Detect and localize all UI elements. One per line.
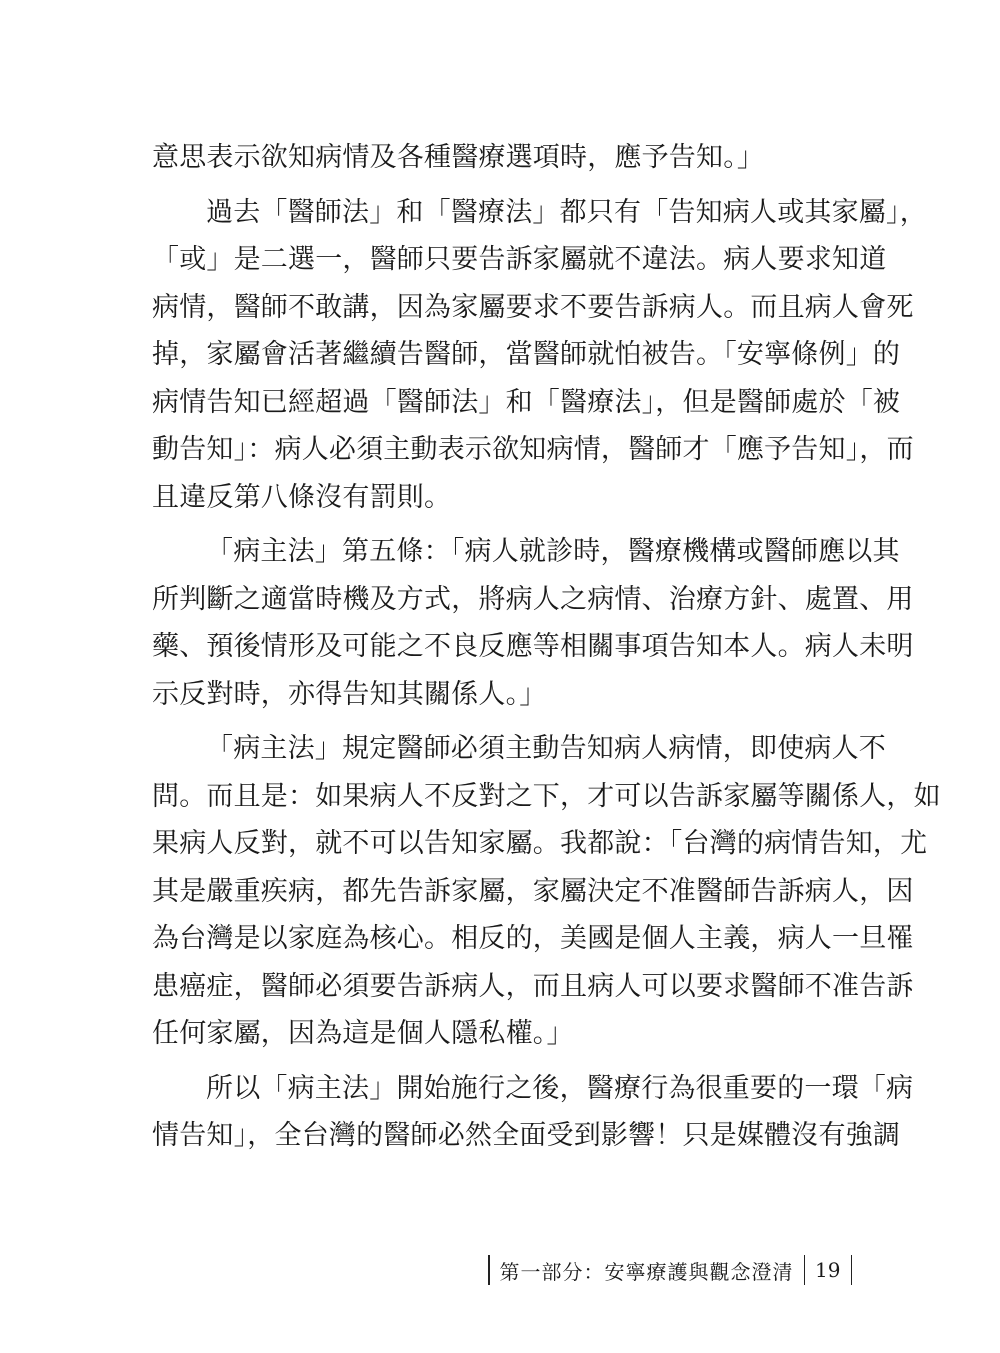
text-line: 且違反第八條沒有罰則。 — [152, 481, 452, 513]
text-line: 病情告知已經超過「醫師法」和「醫療法」，但是醫師處於「被 — [152, 386, 901, 418]
text-line: 其是嚴重疾病，都先告訴家屬，家屬決定不准醫師告訴病人，因 — [152, 875, 914, 907]
text-line: 動告知」：病人必須主動表示欲知病情，醫師才「應予告知」，而 — [152, 434, 914, 465]
body-text — [152, 134, 941, 1160]
text-line: 掉，家屬會活著繼續告醫師，當醫師就怕被告。「安寧條例」的 — [152, 339, 901, 370]
text-line: 情告知」，全台灣的醫師必然全面受到影響！只是媒體沒有強調 — [152, 1120, 901, 1151]
text-line: 問。而且是：如果病人不反對之下，才可以告訴家屬等關係人，如 — [152, 780, 941, 812]
footer-section-title: 第一部分：安寧療護與觀念澄清 — [499, 1259, 794, 1284]
text-line: 「或」是二選一，醫師只要告訴家屬就不違法。病人要求知道 — [152, 244, 887, 275]
footer-divider — [804, 1255, 806, 1285]
text-line: 患癌症，醫師必須要告訴病人，而且病人可以要求醫師不准告訴 — [152, 970, 914, 1002]
text-line: 意思表示欲知病情及各種醫療選項時，應予告知。」 — [152, 142, 765, 173]
text-line: 果病人反對，就不可以告知家屬。我都說：「台灣的病情告知，尤 — [152, 828, 928, 859]
running-footer — [478, 1252, 862, 1288]
footer-divider — [851, 1255, 853, 1285]
text-line: 所以「病主法」開始施行之後，醫療行為很重要的一環「病 — [206, 1072, 914, 1104]
text-line: 過去「醫師法」和「醫療法」都只有「告知病人或其家屬」， — [206, 196, 927, 228]
text-line: 「病主法」規定醫師必須主動告知病人病情，即使病人不 — [206, 733, 886, 764]
paragraph-2 — [152, 189, 927, 522]
text-line: 病情，醫師不敢講，因為家屬要求不要告訴病人。而且病人會死 — [152, 291, 914, 323]
text-line: 所判斷之適當時機及方式，將病人之病情、治療方針、處置、用 — [152, 583, 914, 615]
text-line: 示反對時，亦得告知其關係人。」 — [152, 678, 547, 710]
text-line: 藥、預後情形及可能之不良反應等相關事項告知本人。病人未明 — [152, 631, 914, 662]
page-number: 19 — [815, 1258, 841, 1282]
paragraph-4 — [152, 725, 941, 1058]
paragraph-5 — [152, 1065, 914, 1160]
footer-divider — [488, 1255, 490, 1285]
text-line: 「病主法」第五條：「病人就診時，醫療機構或醫師應以其 — [206, 536, 900, 567]
text-line: 為台灣是以家庭為核心。相反的，美國是個人主義，病人一旦罹 — [152, 923, 914, 954]
text-line: 任何家屬，因為這是個人隱私權。」 — [152, 1018, 574, 1049]
paragraph-1 — [152, 134, 864, 182]
paragraph-3 — [152, 528, 914, 718]
